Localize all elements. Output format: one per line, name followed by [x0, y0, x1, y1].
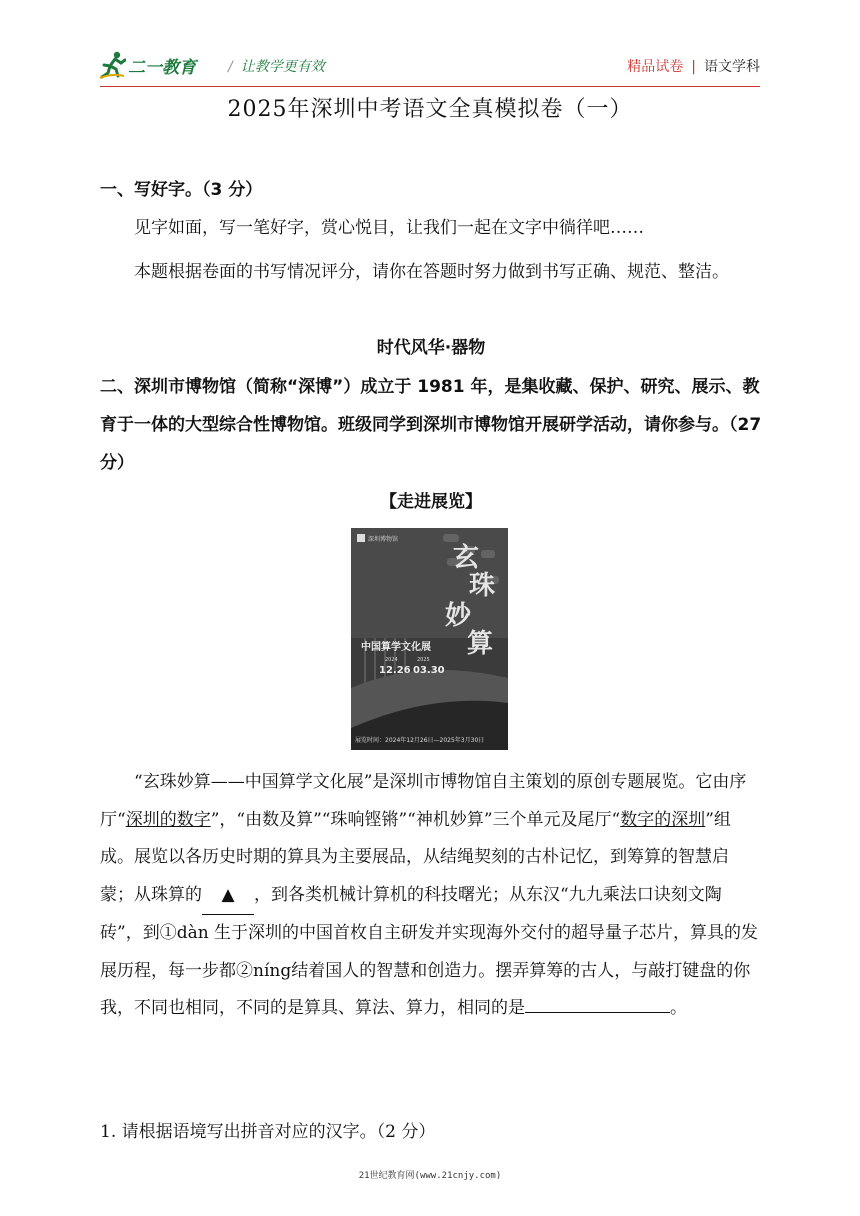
slogan — [228, 56, 325, 76]
passage-text-1: “玄珠妙算——中国算学文化展”是深圳市博物馆自主策划的原创专题展览。它由序厅“ — [100, 772, 747, 830]
poster-museum-label: 深圳博物馆 — [368, 536, 399, 543]
header-rule — [100, 86, 760, 87]
passage-underlined-2: 数字的深圳 — [620, 809, 706, 830]
passage-text-4: ，到各类机械计算机的科技曙光；从东汉“九九乘法口诀刻文陶砖”，到①dàn 生于深圳的中国首枚自主研发并实现海外交付的超导量子芯片，算具的发展历程，每一步都②níng结着国人的智慧和创造力。摆弄算筹的古人，与敲打键盘的你我，不同也相同，不同的是算具、算法、算力，相同的是 — [100, 884, 759, 1018]
poster-dates: 展览时间：2024年12月26日—2025年3月30日 — [355, 737, 485, 744]
poster-title-char-4: 算 — [467, 629, 494, 659]
passage-paragraph — [100, 764, 762, 1028]
section-1-paragraph-1: 见字如面，写一笔好字，赏心悦目，让我们一起在文字中徜徉吧…… — [134, 218, 644, 238]
section-1-paragraph-2: 本题根据卷面的书写情况评分，请你在答题时努力做到书写正确、规范、整洁。 — [134, 262, 729, 282]
poster-exhibit-name: 中国算学文化展 — [361, 642, 431, 653]
logo-text: 二一教育 — [128, 57, 196, 78]
tag-divider: | — [691, 59, 696, 75]
question-1: 1. 请根据语境写出拼音对应的汉字。（2 分） — [100, 1122, 436, 1142]
poster-title-char-3: 妙 — [445, 601, 472, 631]
answer-blank-conclusion[interactable] — [525, 1012, 670, 1013]
answer-blank-triangle[interactable] — [202, 877, 254, 916]
poster-date-end: 03.30 — [413, 665, 445, 676]
page-footer: 21世纪教育网(www.21cnjy.com) — [358, 1171, 502, 1181]
passage-text-3: ”组成。展览以各历史时期的算具为主要展品，从结绳契刻的古朴记忆，到筹算的智慧启蒙；从珠算的 — [100, 809, 731, 905]
tag-quality-paper: 精品试卷 — [627, 59, 684, 75]
section-2-subheading: 【走进展览】 — [380, 492, 482, 512]
runner-logo-icon — [100, 51, 126, 79]
poster-year-start: 2024 — [385, 657, 398, 663]
poster-year-end: 2025 — [417, 657, 430, 663]
slogan-text: 让教学更有效 — [240, 59, 325, 75]
brand-logo — [100, 50, 196, 80]
triangle-mark: ▲ — [221, 884, 235, 905]
poster-date-start: 12.26 — [379, 665, 411, 676]
poster-graphic — [351, 528, 508, 750]
exhibition-poster — [351, 528, 508, 750]
slogan-separator: / — [228, 59, 233, 75]
header-tags — [627, 56, 760, 76]
passage-underlined-1: 深圳的数字 — [125, 809, 211, 830]
tag-subject: 语文学科 — [704, 59, 760, 75]
theme-title: 时代风华·器物 — [376, 338, 486, 358]
page-title: 2025年深圳中考语文全真模拟卷（一） — [227, 97, 633, 122]
page-header — [100, 46, 760, 86]
passage-text-2: ”，“由数及算”“珠响铿锵”“神机妙算”三个单元及尾厅“ — [210, 809, 621, 830]
section-1-heading: 一、写好字。（3 分） — [100, 180, 263, 200]
poster-title-char-1: 玄 — [453, 543, 480, 573]
section-2-heading: 二、深圳市博物馆（简称“深博”）成立于 1981 年，是集收藏、保护、研究、展示、教育于一体的大型综合性博物馆。班级同学到深圳市博物馆开展研学活动，请你参与。（27 分） — [100, 377, 762, 473]
poster-title-char-2: 珠 — [469, 571, 496, 601]
passage-text-5: 。 — [670, 998, 687, 1018]
